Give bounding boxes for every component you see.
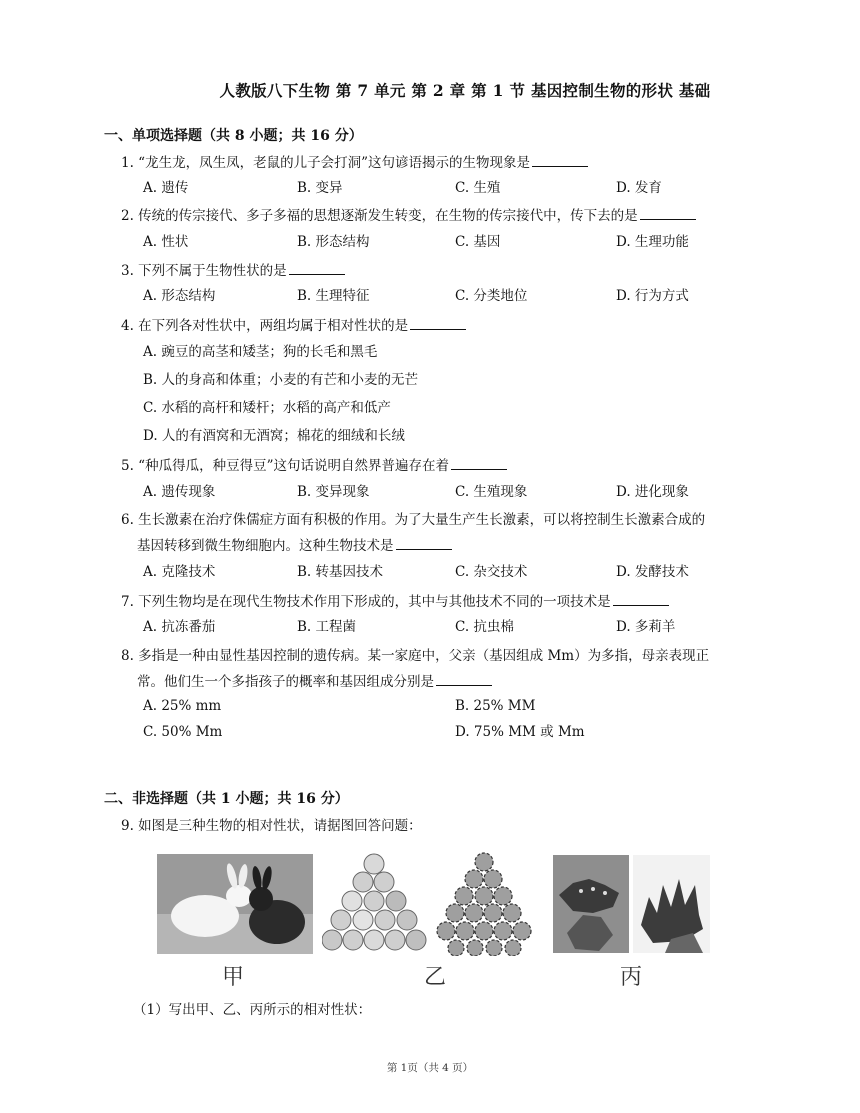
question-2 xyxy=(121,205,696,226)
q7-option-a: A. 抗冻番茄 xyxy=(143,619,216,635)
answer-blank[interactable] xyxy=(396,535,452,550)
answer-blank[interactable] xyxy=(532,152,588,167)
question-6-line-2 xyxy=(137,535,452,556)
question-8-stem: 常。他们生一个多指孩子的概率和基因组成分别是 xyxy=(137,674,434,690)
page-footer: 第 1页（共 4 页） xyxy=(386,1062,474,1074)
q4-option-d: D. 人的有酒窝和无酒窝；棉花的细绒和长绒 xyxy=(143,428,405,444)
question-6-line-1: 6. 生长激素在治疗侏儒症方面有积极的作用。为了大量生产生长激素，可以将控制生长激素合成的 xyxy=(121,512,706,528)
answer-blank[interactable] xyxy=(613,591,669,606)
answer-blank[interactable] xyxy=(640,205,696,220)
q2-option-a: A. 性状 xyxy=(143,234,189,250)
q2-option-d: D. 生理功能 xyxy=(616,234,689,250)
question-8-line-1: 8. 多指是一种由显性基因控制的遗传病。某一家庭中，父亲（基因组成 Mm）为多指，母亲表现正 xyxy=(121,648,710,664)
q3-option-b: B. 生理特征 xyxy=(297,288,370,304)
q7-option-d: D. 多莉羊 xyxy=(616,619,676,635)
q1-option-b: B. 变异 xyxy=(297,180,343,196)
q6-option-c: C. 杂交技术 xyxy=(455,564,528,580)
chicken-comb-figure xyxy=(553,855,710,953)
q5-option-c: C. 生殖现象 xyxy=(455,484,528,500)
question-4-stem: 4. 在下列各对性状中，两组均属于相对性状的是 xyxy=(121,318,409,334)
rabbit-figure xyxy=(157,854,313,954)
answer-blank[interactable] xyxy=(289,260,345,275)
question-4 xyxy=(121,315,466,336)
q4-option-a: A. 豌豆的高茎和矮茎；狗的长毛和黑毛 xyxy=(143,344,378,360)
section-1-heading: 一、单项选择题（共 8 小题；共 16 分） xyxy=(104,128,363,144)
question-2-stem: 2. 传统的传宗接代、多子多福的思想逐渐发生转变，在生物的传宗接代中，传下去的是 xyxy=(121,208,638,224)
question-5 xyxy=(121,455,507,476)
answer-blank[interactable] xyxy=(436,671,492,686)
q3-option-a: A. 形态结构 xyxy=(143,288,216,304)
smooth-peas xyxy=(322,854,426,950)
question-1 xyxy=(121,152,588,173)
section-2-heading: 二、非选择题（共 1 小题；共 16 分） xyxy=(104,791,349,807)
question-9-stem: 9. 如图是三种生物的相对性状，请据图回答问题： xyxy=(121,818,422,834)
question-8-line-2 xyxy=(137,671,492,692)
wrinkled-peas xyxy=(437,853,531,956)
q3-option-d: D. 行为方式 xyxy=(616,288,689,304)
question-3 xyxy=(121,260,345,281)
q6-option-b: B. 转基因技术 xyxy=(297,564,384,580)
q6-option-a: A. 克隆技术 xyxy=(143,564,216,580)
q8-option-d: D. 75% MM 或 Mm xyxy=(455,724,585,740)
q6-option-d: D. 发酵技术 xyxy=(616,564,689,580)
question-6-stem: 基因转移到微生物细胞内。这种生物技术是 xyxy=(137,538,394,554)
figure-label-yi: 乙 xyxy=(424,965,447,990)
question-5-stem: 5. “种瓜得瓜，种豆得豆”这句话说明自然界普遍存在着 xyxy=(121,458,449,474)
q7-option-c: C. 抗虫棉 xyxy=(455,619,514,635)
answer-blank[interactable] xyxy=(410,315,466,330)
q5-option-a: A. 遗传现象 xyxy=(143,484,216,500)
pea-figure xyxy=(322,852,542,956)
question-7 xyxy=(121,591,669,612)
question-1-stem: 1. “龙生龙，凤生凤，老鼠的儿子会打洞”这句谚语揭示的生物现象是 xyxy=(121,155,530,171)
figure-label-jia: 甲 xyxy=(222,965,245,990)
q2-option-c: C. 基因 xyxy=(455,234,501,250)
q1-option-d: D. 发育 xyxy=(616,180,662,196)
q5-option-b: B. 变异现象 xyxy=(297,484,370,500)
question-3-stem: 3. 下列不属于生物性状的是 xyxy=(121,263,287,279)
answer-blank[interactable] xyxy=(451,455,507,470)
question-7-stem: 7. 下列生物均是在现代生物技术作用下形成的，其中与其他技术不同的一项技术是 xyxy=(121,594,611,610)
q8-option-a: A. 25% mm xyxy=(143,698,222,714)
q2-option-b: B. 形态结构 xyxy=(297,234,370,250)
q8-option-c: C. 50% Mm xyxy=(143,724,223,740)
page-title: 人教版八下生物 第 7 单元 第 2 章 第 1 节 基因控制生物的形状 基础 xyxy=(219,81,711,100)
q7-option-b: B. 工程菌 xyxy=(297,619,357,635)
q1-option-a: A. 遗传 xyxy=(143,180,189,196)
q4-option-b: B. 人的身高和体重；小麦的有芒和小麦的无芒 xyxy=(143,372,419,388)
q4-option-c: C. 水稻的高杆和矮杆；水稻的高产和低产 xyxy=(143,400,391,416)
question-9-sub-1: （1）写出甲、乙、丙所示的相对性状： xyxy=(133,1002,372,1018)
q3-option-c: C. 分类地位 xyxy=(455,288,528,304)
figure-label-bing: 丙 xyxy=(620,965,643,990)
q8-option-b: B. 25% MM xyxy=(455,698,536,714)
q5-option-d: D. 进化现象 xyxy=(616,484,689,500)
q1-option-c: C. 生殖 xyxy=(455,180,501,196)
